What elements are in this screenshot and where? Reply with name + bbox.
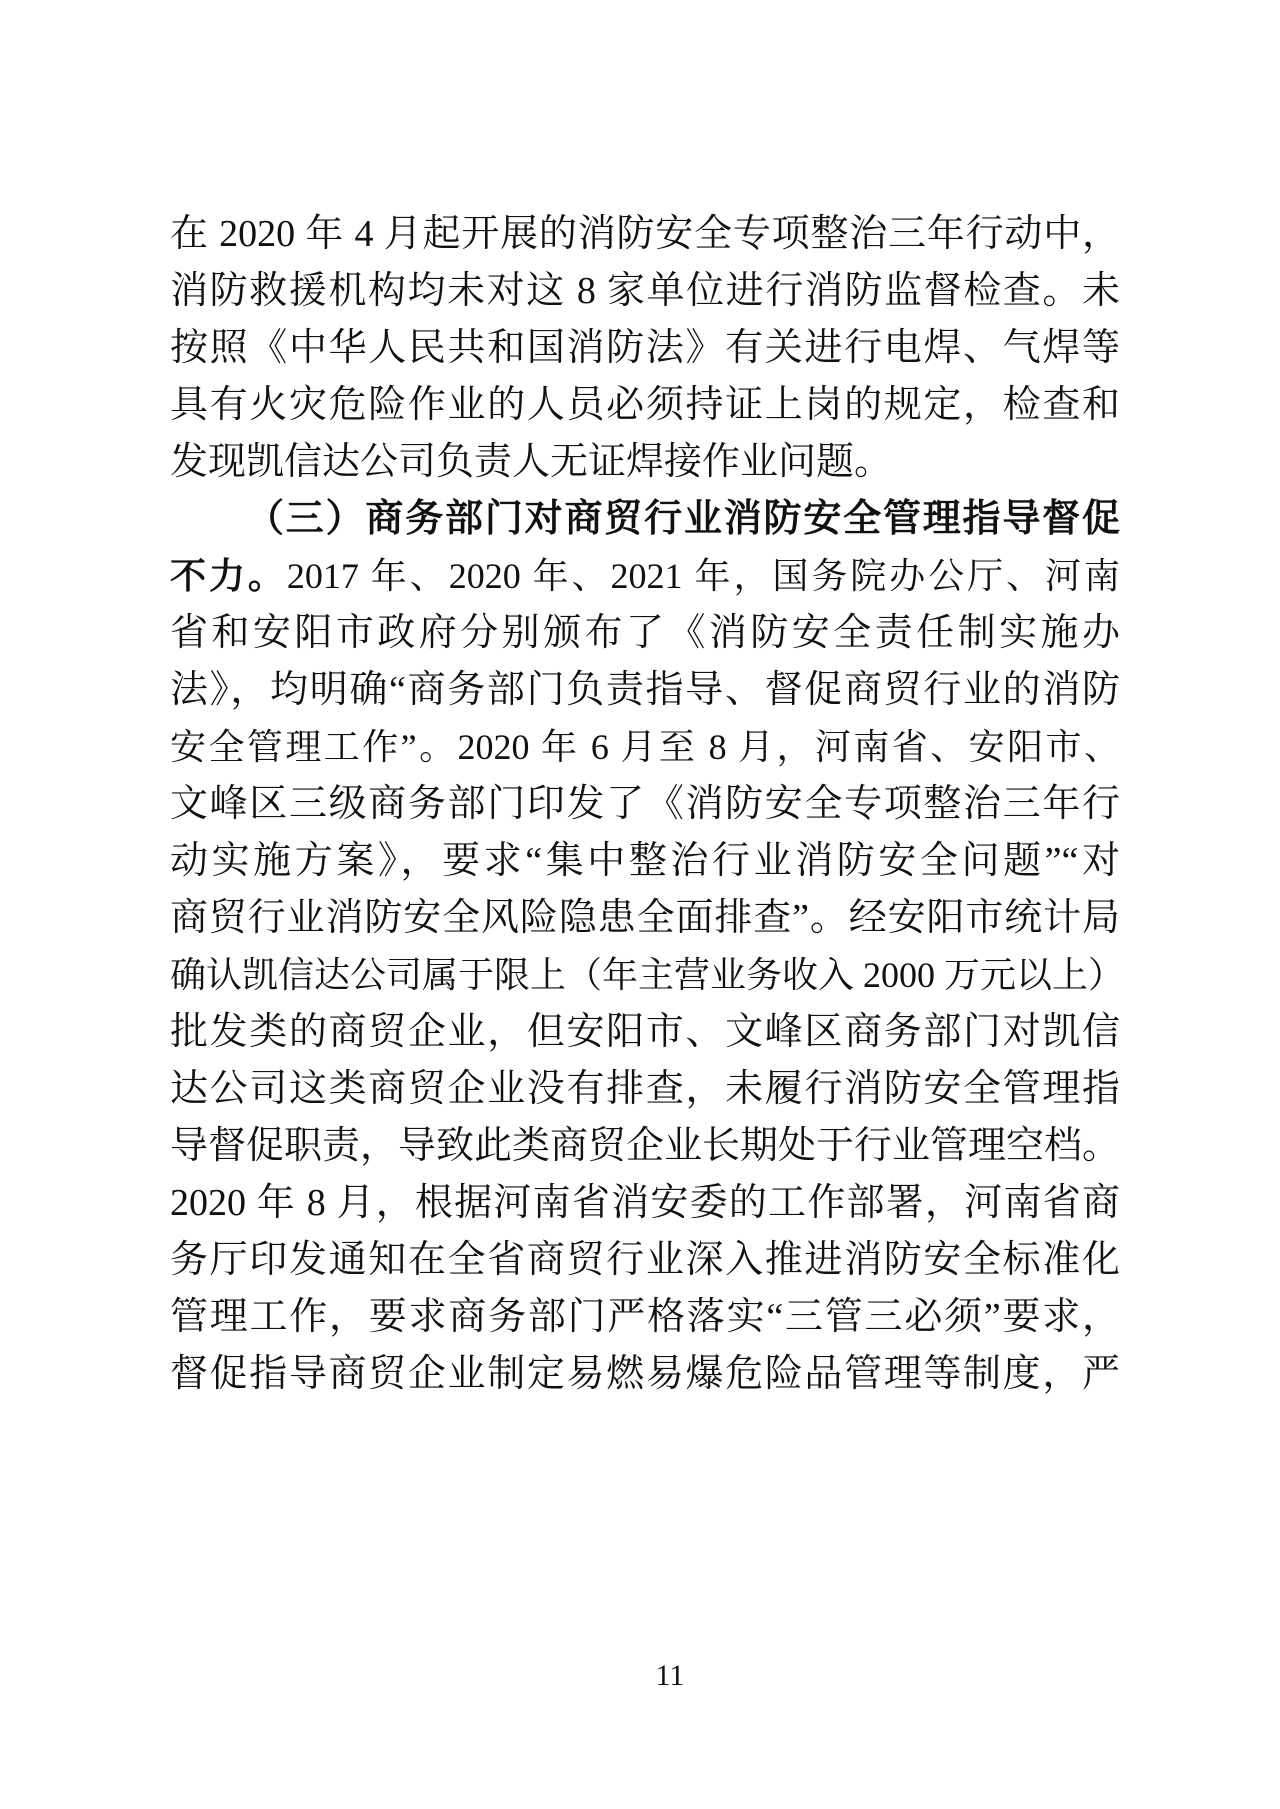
text-line-11: [170, 776, 1120, 833]
line-text-segment: 安全管理工作”。2020 年 6 月至 8 月，河南省、安阳市、: [170, 727, 1120, 767]
text-line-7: [170, 548, 1120, 605]
line-text-segment: 督促指导商贸企业制定易燃易爆危险品管理等制度，严: [170, 1353, 1120, 1395]
text-line-15: [170, 1004, 1120, 1061]
text-line-20: [170, 1289, 1120, 1346]
line-text-segment: 2020 年 8 月，根据河南省消安委的工作部署，河南省商: [170, 1182, 1120, 1224]
section-heading-bold: （三）商务部门对商贸行业消防安全管理指导督促: [246, 498, 1120, 540]
line-text-segment: 按照《中华人民共和国消防法》有关进行电焊、气焊等: [170, 327, 1120, 369]
text-line-5: [170, 434, 1120, 491]
text-line-1: [170, 206, 1120, 263]
line-text-segment: 文峰区三级商务部门印发了《消防安全专项整治三年行: [170, 783, 1120, 825]
line-text-segment: 动实施方案》，要求“集中整治行业消防安全问题”“对: [170, 840, 1120, 882]
page-number: 11: [655, 1659, 685, 1692]
text-line-17: [170, 1118, 1120, 1175]
line-text-segment: 批发类的商贸企业，但安阳市、文峰区商务部门对凯信: [170, 1011, 1120, 1053]
line-text-segment: 具有火灾危险作业的人员必须持证上岗的规定，检查和: [170, 384, 1120, 426]
text-line-2: [170, 263, 1120, 320]
text-line-19: [170, 1232, 1120, 1289]
line-text-segment: 省和安阳市政府分别颁布了《消防安全责任制实施办: [170, 612, 1120, 654]
line-text-segment: 发现凯信达公司负责人无证焊接作业问题。: [170, 441, 893, 483]
text-line-6-section-heading: [170, 491, 1120, 548]
text-line-8: [170, 605, 1120, 662]
line-bold-segment: 不力。: [170, 556, 287, 596]
line-text-segment: 消防救援机构均未对这 8 家单位进行消防监督检查。未: [170, 270, 1120, 312]
line-text-segment: 管理工作，要求商务部门严格落实“三管三必须”要求，: [170, 1296, 1120, 1338]
line-text-segment: 导督促职责，导致此类商贸企业长期处于行业管理空档。: [170, 1125, 1121, 1167]
line-text-segment: 2017 年、2020 年、2021 年，国务院办公厅、河南: [286, 556, 1120, 596]
line-text-segment: 法》，均明确“商务部门负责指导、督促商贸行业的消防: [170, 669, 1120, 711]
text-line-3: [170, 320, 1120, 377]
line-text-segment: 确认凯信达公司属于限上（年主营业务收入 2000 万元以上）: [170, 955, 1125, 995]
line-text-segment: 达公司这类商贸企业没有排查，未履行消防安全管理指: [170, 1068, 1120, 1110]
line-text-segment: 在 2020 年 4 月起开展的消防安全专项整治三年行动中，: [170, 213, 1120, 255]
text-line-4: [170, 377, 1120, 434]
text-block: [170, 206, 1125, 1403]
line-text-segment: 务厅印发通知在全省商贸行业深入推进消防安全标准化: [170, 1239, 1120, 1281]
text-line-14: [170, 947, 1125, 1004]
text-line-16: [170, 1061, 1120, 1118]
text-line-21: [170, 1346, 1120, 1403]
text-line-12: [170, 833, 1120, 890]
text-line-13: [170, 890, 1120, 947]
line-text-segment: 商贸行业消防安全风险隐患全面排查”。经安阳市统计局: [170, 897, 1120, 939]
text-line-10: [170, 719, 1120, 776]
text-line-9: [170, 662, 1120, 719]
text-line-18: [170, 1175, 1120, 1232]
